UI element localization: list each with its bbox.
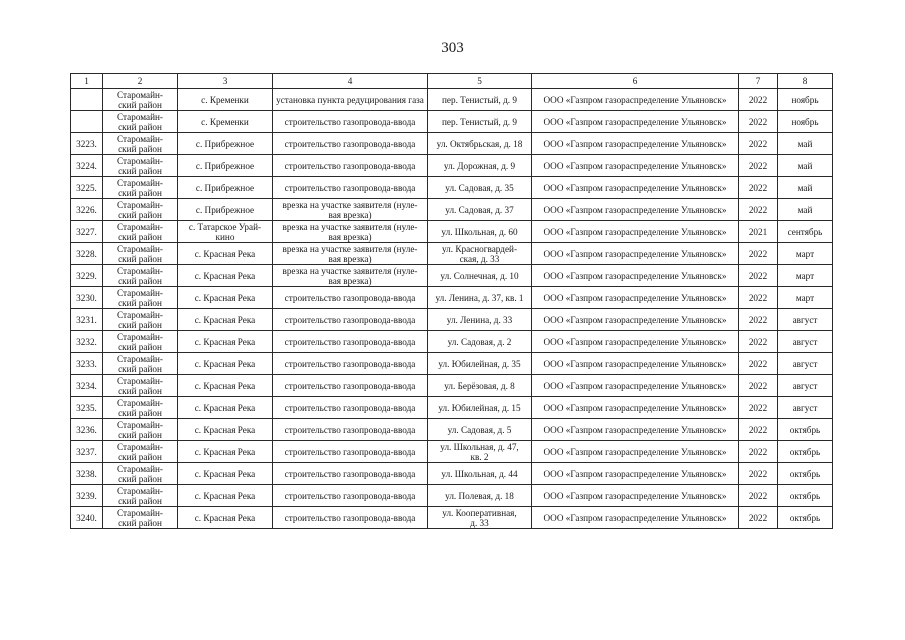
cell-address: ул. Садовая, д. 37	[428, 199, 532, 221]
cell-row-number: 3234.	[71, 375, 103, 397]
cell-row-number: 3235.	[71, 397, 103, 419]
header-col-2: 2	[103, 74, 178, 89]
cell-work-type: строительство газопровода-ввода	[273, 419, 428, 441]
cell-address: ул. Ленина, д. 37, кв. 1	[428, 287, 532, 309]
page-number: 303	[441, 40, 464, 56]
cell-organization: ООО «Газпром газораспределение Ульяновск»	[532, 243, 739, 265]
table-row	[71, 243, 833, 265]
cell-address: ул. Кооперативная, д. 33	[428, 507, 532, 529]
table-row	[71, 375, 833, 397]
cell-year: 2022	[739, 441, 778, 463]
cell-organization: ООО «Газпром газораспределение Ульяновск»	[532, 265, 739, 287]
header-col-6: 6	[532, 74, 739, 89]
cell-work-type: врезка на участке заявителя (нуле- вая врезка)	[273, 265, 428, 287]
cell-district: Старомайн- ский район	[103, 375, 178, 397]
cell-address: ул. Юбилейная, д. 15	[428, 397, 532, 419]
cell-year: 2022	[739, 111, 778, 133]
cell-district: Старомайн- ский район	[103, 287, 178, 309]
cell-address: пер. Тенистый, д. 9	[428, 111, 532, 133]
cell-address: ул. Школьная, д. 44	[428, 463, 532, 485]
cell-month: август	[778, 331, 833, 353]
cell-district: Старомайн- ский район	[103, 221, 178, 243]
cell-district: Старомайн- ский район	[103, 155, 178, 177]
table-row	[71, 89, 833, 111]
cell-district: Старомайн- ский район	[103, 89, 178, 111]
cell-settlement: с. Прибрежное	[178, 177, 273, 199]
cell-work-type: врезка на участке заявителя (нуле- вая врезка)	[273, 221, 428, 243]
table-row	[71, 441, 833, 463]
table-row	[71, 221, 833, 243]
cell-month: март	[778, 265, 833, 287]
cell-work-type: строительство газопровода-ввода	[273, 463, 428, 485]
cell-district: Старомайн- ский район	[103, 331, 178, 353]
cell-address: ул. Дорожная, д. 9	[428, 155, 532, 177]
cell-row-number: 3228.	[71, 243, 103, 265]
cell-organization: ООО «Газпром газораспределение Ульяновск»	[532, 111, 739, 133]
cell-month: ноябрь	[778, 89, 833, 111]
cell-settlement: с. Красная Река	[178, 485, 273, 507]
cell-settlement: с. Кременки	[178, 111, 273, 133]
cell-settlement: с. Красная Река	[178, 243, 273, 265]
cell-district: Старомайн- ский район	[103, 133, 178, 155]
cell-settlement: с. Кременки	[178, 89, 273, 111]
cell-row-number: 3229.	[71, 265, 103, 287]
cell-address: ул. Школьная, д. 60	[428, 221, 532, 243]
cell-work-type: строительство газопровода-ввода	[273, 375, 428, 397]
table-row	[71, 155, 833, 177]
cell-year: 2022	[739, 463, 778, 485]
cell-organization: ООО «Газпром газораспределение Ульяновск»	[532, 89, 739, 111]
cell-organization: ООО «Газпром газораспределение Ульяновск»	[532, 155, 739, 177]
cell-row-number: 3227.	[71, 221, 103, 243]
cell-work-type: врезка на участке заявителя (нуле- вая врезка)	[273, 243, 428, 265]
cell-month: август	[778, 309, 833, 331]
cell-row-number: 3240.	[71, 507, 103, 529]
cell-district: Старомайн- ский район	[103, 353, 178, 375]
cell-settlement: с. Прибрежное	[178, 155, 273, 177]
cell-work-type: строительство газопровода-ввода	[273, 507, 428, 529]
gas-connection-registry-table	[70, 73, 833, 529]
cell-row-number: 3232.	[71, 331, 103, 353]
cell-month: октябрь	[778, 485, 833, 507]
cell-district: Старомайн- ский район	[103, 441, 178, 463]
cell-organization: ООО «Газпром газораспределение Ульяновск»	[532, 331, 739, 353]
cell-organization: ООО «Газпром газораспределение Ульяновск»	[532, 199, 739, 221]
cell-work-type: врезка на участке заявителя (нуле- вая врезка)	[273, 199, 428, 221]
table-row	[71, 397, 833, 419]
cell-settlement: с. Красная Река	[178, 309, 273, 331]
cell-year: 2022	[739, 177, 778, 199]
cell-month: май	[778, 199, 833, 221]
header-col-7: 7	[739, 74, 778, 89]
cell-address: ул. Октябрьская, д. 18	[428, 133, 532, 155]
cell-month: август	[778, 353, 833, 375]
cell-work-type: строительство газопровода-ввода	[273, 485, 428, 507]
cell-address: ул. Садовая, д. 5	[428, 419, 532, 441]
cell-month: сентябрь	[778, 221, 833, 243]
header-col-4: 4	[273, 74, 428, 89]
cell-address: ул. Садовая, д. 2	[428, 331, 532, 353]
cell-settlement: с. Красная Река	[178, 375, 273, 397]
table-row	[71, 287, 833, 309]
cell-month: октябрь	[778, 419, 833, 441]
cell-year: 2022	[739, 265, 778, 287]
cell-work-type: строительство газопровода-ввода	[273, 177, 428, 199]
cell-address: ул. Солнечная, д. 10	[428, 265, 532, 287]
table-row	[71, 133, 833, 155]
cell-work-type: строительство газопровода-ввода	[273, 155, 428, 177]
cell-year: 2022	[739, 89, 778, 111]
cell-address: ул. Юбилейная, д. 35	[428, 353, 532, 375]
cell-work-type: строительство газопровода-ввода	[273, 353, 428, 375]
cell-year: 2022	[739, 309, 778, 331]
table-row	[71, 309, 833, 331]
cell-organization: ООО «Газпром газораспределение Ульяновск»	[532, 397, 739, 419]
cell-row-number	[71, 111, 103, 133]
cell-row-number: 3230.	[71, 287, 103, 309]
table-row	[71, 485, 833, 507]
table-row	[71, 265, 833, 287]
cell-month: март	[778, 243, 833, 265]
cell-month: август	[778, 375, 833, 397]
cell-year: 2022	[739, 485, 778, 507]
cell-row-number: 3224.	[71, 155, 103, 177]
cell-district: Старомайн- ский район	[103, 463, 178, 485]
cell-organization: ООО «Газпром газораспределение Ульяновск»	[532, 441, 739, 463]
cell-organization: ООО «Газпром газораспределение Ульяновск»	[532, 133, 739, 155]
cell-month: октябрь	[778, 463, 833, 485]
cell-work-type: строительство газопровода-ввода	[273, 441, 428, 463]
table-row	[71, 199, 833, 221]
cell-district: Старомайн- ский район	[103, 177, 178, 199]
cell-organization: ООО «Газпром газораспределение Ульяновск»	[532, 309, 739, 331]
cell-organization: ООО «Газпром газораспределение Ульяновск»	[532, 353, 739, 375]
cell-district: Старомайн- ский район	[103, 419, 178, 441]
table-row	[71, 507, 833, 529]
cell-month: ноябрь	[778, 111, 833, 133]
cell-address: ул. Полевая, д. 18	[428, 485, 532, 507]
table-header-row	[71, 74, 833, 89]
cell-year: 2021	[739, 221, 778, 243]
cell-year: 2022	[739, 353, 778, 375]
cell-year: 2022	[739, 287, 778, 309]
cell-settlement: с. Прибрежное	[178, 133, 273, 155]
cell-organization: ООО «Газпром газораспределение Ульяновск»	[532, 419, 739, 441]
cell-row-number	[71, 89, 103, 111]
cell-row-number: 3233.	[71, 353, 103, 375]
cell-year: 2022	[739, 199, 778, 221]
cell-settlement: с. Красная Река	[178, 331, 273, 353]
cell-organization: ООО «Газпром газораспределение Ульяновск»	[532, 177, 739, 199]
cell-settlement: с. Красная Река	[178, 463, 273, 485]
cell-month: март	[778, 287, 833, 309]
cell-row-number: 3226.	[71, 199, 103, 221]
cell-year: 2022	[739, 331, 778, 353]
cell-row-number: 3239.	[71, 485, 103, 507]
cell-district: Старомайн- ский район	[103, 485, 178, 507]
cell-year: 2022	[739, 507, 778, 529]
cell-settlement: с. Красная Река	[178, 265, 273, 287]
cell-settlement: с. Татарское Урай- кино	[178, 221, 273, 243]
cell-organization: ООО «Газпром газораспределение Ульяновск»	[532, 375, 739, 397]
cell-row-number: 3237.	[71, 441, 103, 463]
cell-organization: ООО «Газпром газораспределение Ульяновск»	[532, 507, 739, 529]
cell-address: пер. Тенистый, д. 9	[428, 89, 532, 111]
cell-settlement: с. Красная Река	[178, 397, 273, 419]
cell-year: 2022	[739, 155, 778, 177]
cell-organization: ООО «Газпром газораспределение Ульяновск»	[532, 221, 739, 243]
cell-address: ул. Ленина, д. 33	[428, 309, 532, 331]
table-row	[71, 111, 833, 133]
cell-work-type: установка пункта редуцирования газа	[273, 89, 428, 111]
cell-work-type: строительство газопровода-ввода	[273, 287, 428, 309]
header-col-1: 1	[71, 74, 103, 89]
cell-work-type: строительство газопровода-ввода	[273, 331, 428, 353]
table-body	[71, 89, 833, 529]
cell-settlement: с. Красная Река	[178, 507, 273, 529]
cell-work-type: строительство газопровода-ввода	[273, 133, 428, 155]
cell-address: ул. Красногвардей- ская, д. 33	[428, 243, 532, 265]
cell-month: май	[778, 177, 833, 199]
cell-month: октябрь	[778, 441, 833, 463]
cell-row-number: 3231.	[71, 309, 103, 331]
cell-district: Старомайн- ский район	[103, 507, 178, 529]
cell-address: ул. Садовая, д. 35	[428, 177, 532, 199]
cell-organization: ООО «Газпром газораспределение Ульяновск»	[532, 485, 739, 507]
header-col-5: 5	[428, 74, 532, 89]
cell-settlement: с. Прибрежное	[178, 199, 273, 221]
table-row	[71, 331, 833, 353]
cell-row-number: 3236.	[71, 419, 103, 441]
cell-settlement: с. Красная Река	[178, 419, 273, 441]
cell-settlement: с. Красная Река	[178, 353, 273, 375]
cell-district: Старомайн- ский район	[103, 199, 178, 221]
cell-district: Старомайн- ский район	[103, 265, 178, 287]
cell-district: Старомайн- ский район	[103, 397, 178, 419]
cell-row-number: 3223.	[71, 133, 103, 155]
cell-address: ул. Берёзовая, д. 8	[428, 375, 532, 397]
cell-work-type: строительство газопровода-ввода	[273, 309, 428, 331]
cell-district: Старомайн- ский район	[103, 309, 178, 331]
cell-settlement: с. Красная Река	[178, 441, 273, 463]
cell-month: май	[778, 133, 833, 155]
table-row	[71, 419, 833, 441]
cell-settlement: с. Красная Река	[178, 287, 273, 309]
cell-row-number: 3225.	[71, 177, 103, 199]
cell-address: ул. Школьная, д. 47, кв. 2	[428, 441, 532, 463]
cell-year: 2022	[739, 419, 778, 441]
cell-month: октябрь	[778, 507, 833, 529]
table-row	[71, 353, 833, 375]
cell-work-type: строительство газопровода-ввода	[273, 397, 428, 419]
cell-work-type: строительство газопровода-ввода	[273, 111, 428, 133]
cell-organization: ООО «Газпром газораспределение Ульяновск»	[532, 463, 739, 485]
cell-year: 2022	[739, 397, 778, 419]
header-col-8: 8	[778, 74, 833, 89]
cell-district: Старомайн- ский район	[103, 111, 178, 133]
header-col-3: 3	[178, 74, 273, 89]
cell-year: 2022	[739, 375, 778, 397]
cell-month: август	[778, 397, 833, 419]
table-row	[71, 463, 833, 485]
cell-year: 2022	[739, 243, 778, 265]
cell-district: Старомайн- ский район	[103, 243, 178, 265]
cell-row-number: 3238.	[71, 463, 103, 485]
cell-month: май	[778, 155, 833, 177]
cell-organization: ООО «Газпром газораспределение Ульяновск»	[532, 287, 739, 309]
table-row	[71, 177, 833, 199]
cell-year: 2022	[739, 133, 778, 155]
